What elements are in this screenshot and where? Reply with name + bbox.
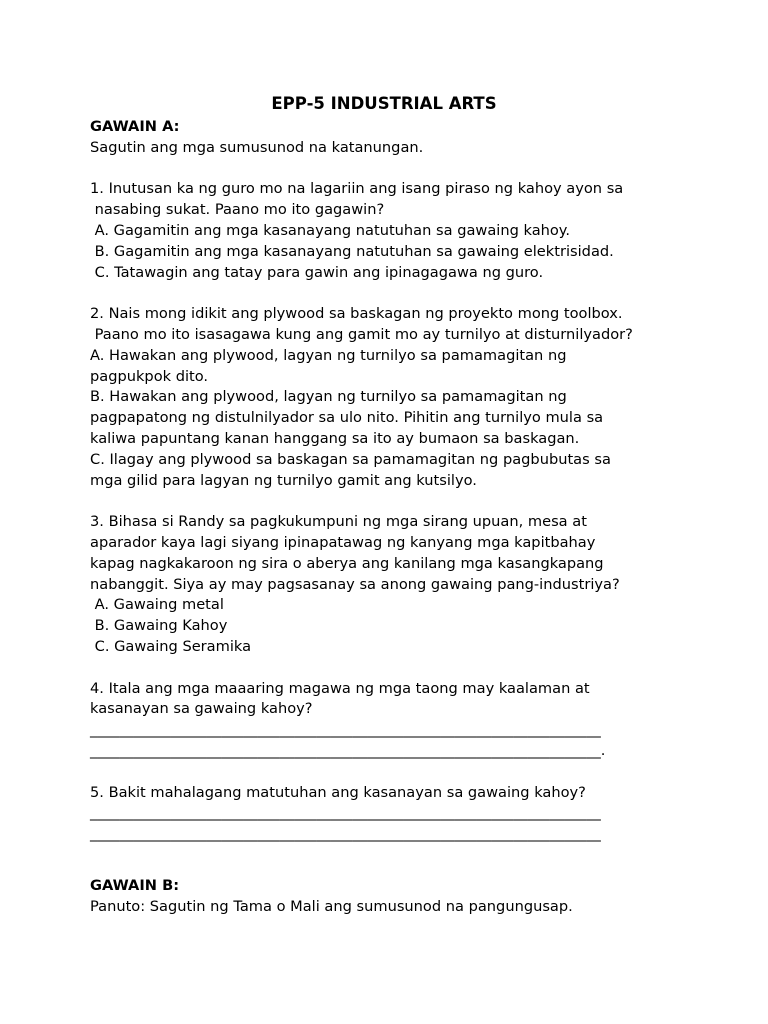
question-1-choice-c: C. Tatawagin ang tatay para gawin ang ipinagagawa ng guro. xyxy=(90,263,544,281)
worksheet-page xyxy=(90,93,680,917)
question-1 xyxy=(90,179,680,283)
question-1-choice-a: A. Gagamitin ang mga kasanayang natutuhan sa gawaing kahoy. xyxy=(90,221,571,239)
spacer xyxy=(90,845,680,876)
question-4 xyxy=(90,679,680,762)
question-2-choice-a-line-1: A. Hawakan ang plywood, lagyan ng turnilyo sa pamamagitan ng xyxy=(90,346,567,364)
question-2-choice-b-line-1: B. Hawakan ang plywood, lagyan ng turnilyo sa pamamagitan ng xyxy=(90,388,567,406)
gawain-a-heading: GAWAIN A: xyxy=(90,118,180,135)
spacer xyxy=(90,658,680,679)
question-5-line-1: 5. Bakit mahalagang matutuhan ang kasanayan sa gawaing kahoy? xyxy=(90,783,586,801)
question-5 xyxy=(90,783,680,845)
gawain-b-heading: GAWAIN B: xyxy=(90,876,180,894)
spacer xyxy=(90,762,680,783)
question-1-choice-b: B. Gagamitin ang mga kasanayang natutuhan sa gawaing elektrisidad. xyxy=(90,242,614,260)
question-3-line-2: aparador kaya lagi siyang ipinapatawag ng kanyang mga kapitbahay xyxy=(90,533,596,551)
answer-blank-line[interactable]: ______________________________________________________________________. xyxy=(90,741,606,759)
spacer xyxy=(90,491,680,512)
question-2-choice-b-line-2: pagpapatong ng distulnilyador sa ulo nito. Pihitin ang turnilyo mula sa xyxy=(90,409,604,427)
question-4-line-1: 4. Itala ang mga maaaring magawa ng mga taong may kaalaman at xyxy=(90,679,590,697)
question-1-line-2: nasabing sukat. Paano mo ito gagawin? xyxy=(90,201,385,219)
answer-blank-line[interactable]: ______________________________________________________________________ xyxy=(90,721,601,739)
question-2-line-2: Paano mo ito isasagawa kung ang gamit mo ay turnilyo at disturnilyador? xyxy=(90,325,633,343)
question-3 xyxy=(90,512,680,658)
question-3-choice-a: A. Gawaing metal xyxy=(90,596,224,614)
question-3-line-4: nabanggit. Siya ay may pagsasanay sa anong gawaing pang-industriya? xyxy=(90,575,620,593)
gawain-a-instruction: Sagutin ang mga sumusunod na katanungan. xyxy=(90,138,424,156)
question-3-choice-b: B. Gawaing Kahoy xyxy=(90,617,228,635)
question-2-choice-a-line-2: pagpukpok dito. xyxy=(90,367,209,385)
question-2-choice-b-line-3: kaliwa papuntang kanan hanggang sa ito ay bumaon sa baskagan. xyxy=(90,429,580,447)
page-title: EPP-5 INDUSTRIAL ARTS xyxy=(271,94,497,113)
question-2 xyxy=(90,304,680,491)
question-2-choice-c-line-1: C. Ilagay ang plywood sa baskagan sa pamamagitan ng pagbubutas sa xyxy=(90,450,611,468)
question-3-line-3: kapag nagkakaroon ng sira o aberya ang kanilang mga kasangkapang xyxy=(90,554,604,572)
question-2-choice-c-line-2: mga gilid para lagyan ng turnilyo gamit ang kutsilyo. xyxy=(90,471,477,489)
spacer xyxy=(90,283,680,304)
question-2-line-1: 2. Nais mong idikit ang plywood sa baskagan ng proyekto mong toolbox. xyxy=(90,305,623,323)
answer-blank-line[interactable]: ______________________________________________________________________ xyxy=(90,804,601,822)
question-3-line-1: 3. Bihasa si Randy sa pagkukumpuni ng mga sirang upuan, mesa at xyxy=(90,513,587,531)
gawain-b-instruction: Panuto: Sagutin ng Tama o Mali ang sumusunod na pangungusap. xyxy=(90,897,573,915)
spacer xyxy=(90,159,680,180)
answer-blank-line[interactable]: ______________________________________________________________________ xyxy=(90,825,601,843)
question-3-choice-c: C. Gawaing Seramika xyxy=(90,637,252,655)
question-4-line-2: kasanayan sa gawaing kahoy? xyxy=(90,700,313,718)
question-1-line-1: 1. Inutusan ka ng guro mo na lagariin ang isang piraso ng kahoy ayon sa xyxy=(90,180,624,198)
